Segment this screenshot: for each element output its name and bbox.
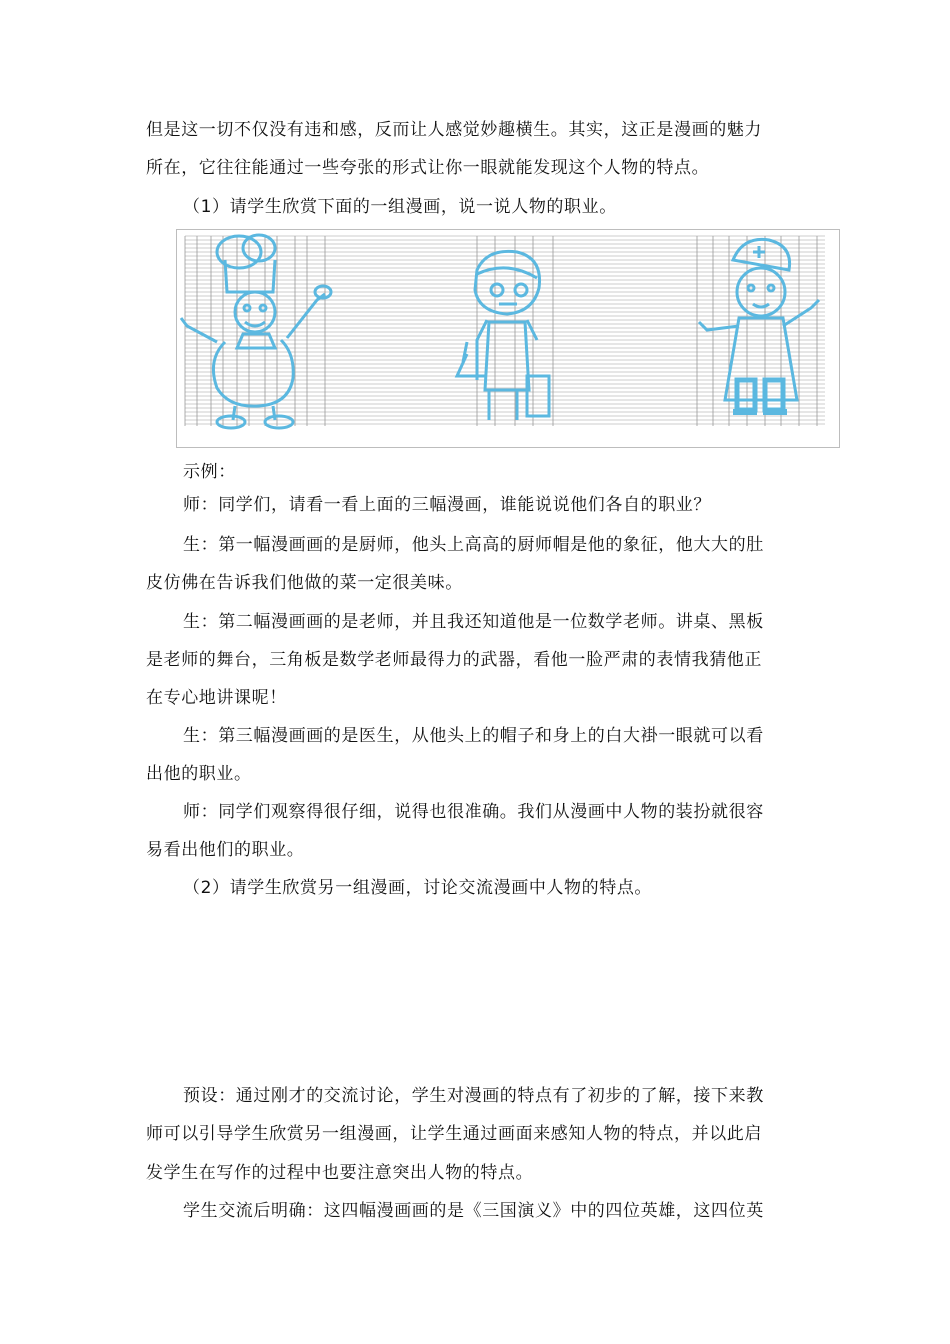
dialogue-teacher-2-cont: 易看出他们的职业。 xyxy=(146,840,305,860)
dialogue-teacher-2: 师：同学们观察得很仔细，说得也很准确。我们从漫画中人物的装扮就很容 xyxy=(183,802,764,822)
cartoon-illustration xyxy=(177,230,841,449)
preset-paragraph-cont: 师可以引导学生欣赏另一组漫画，让学生通过画面来感知人物的特点，并以此启 xyxy=(146,1124,762,1144)
dialogue-student-1-cont: 皮仿佛在告诉我们他做的菜一定很美味。 xyxy=(146,573,463,593)
dialogue-student-2: 生：第二幅漫画画的是老师，并且我还知道他是一位数学老师。讲桌、黑板 xyxy=(183,612,764,632)
dialogue-teacher: 师：同学们，请看一看上面的三幅漫画，谁能说说他们各自的职业？ xyxy=(183,495,711,515)
example-label: 示例： xyxy=(183,462,236,482)
paragraph-line: 所在，它往往能通过一些夸张的形式让你一眼就能发现这个人物的特点。 xyxy=(146,158,710,178)
preset-paragraph: 预设：通过刚才的交流讨论，学生对漫画的特点有了初步的了解，接下来教 xyxy=(183,1086,764,1106)
dialogue-student-2-cont: 是老师的舞台，三角板是数学老师最得力的武器，看他一脸严肃的表情我猜他正 xyxy=(146,650,762,670)
cartoon-figure-professions xyxy=(176,229,840,448)
task-1-prompt: （1）请学生欣赏下面的一组漫画，说一说人物的职业。 xyxy=(183,197,617,217)
dialogue-student-3: 生：第三幅漫画画的是医生，从他头上的帽子和身上的白大褂一眼就可以看 xyxy=(183,726,764,746)
teacher-cartoon xyxy=(457,251,549,420)
dialogue-student-1: 生：第一幅漫画画的是厨师，他头上高高的厨师帽是他的象征，他大大的肚 xyxy=(183,535,764,555)
preset-paragraph-cont: 发学生在写作的过程中也要注意突出人物的特点。 xyxy=(146,1163,534,1183)
conclusion-paragraph: 学生交流后明确：这四幅漫画画的是《三国演义》中的四位英雄，这四位英 xyxy=(183,1201,764,1221)
task-2-prompt: （2）请学生欣赏另一组漫画，讨论交流漫画中人物的特点。 xyxy=(183,878,653,898)
paragraph-line: 但是这一切不仅没有违和感，反而让人感觉妙趣横生。其实，这正是漫画的魅力 xyxy=(146,120,762,140)
doctor-cartoon xyxy=(699,239,819,412)
dialogue-student-2-cont: 在专心地讲课呢！ xyxy=(146,688,287,708)
dialogue-student-3-cont: 出他的职业。 xyxy=(146,764,252,784)
